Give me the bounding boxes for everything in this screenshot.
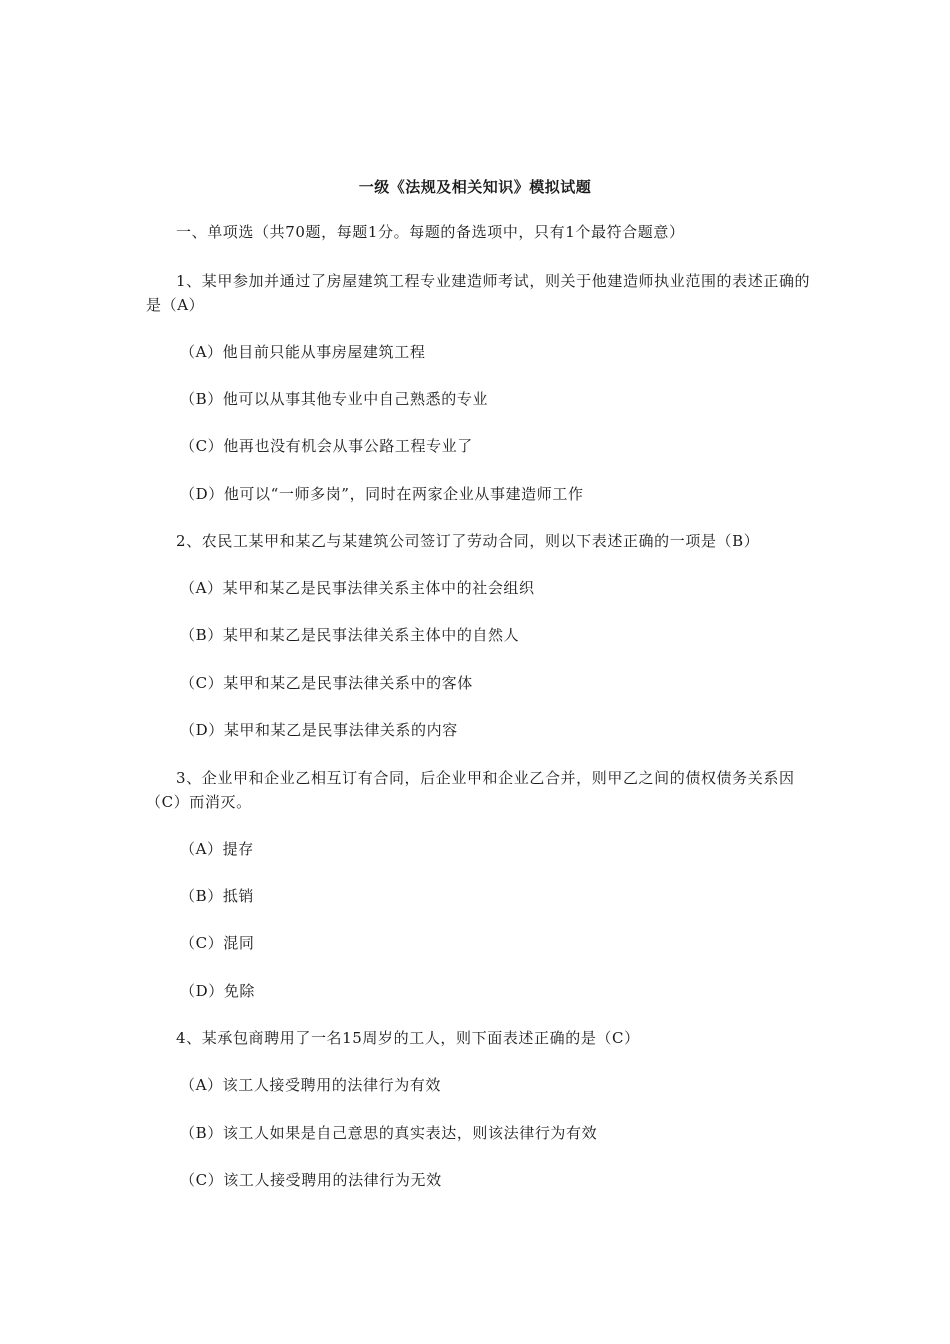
document-title: 一级《法规及相关知识》模拟试题 — [358, 178, 592, 196]
question-3-option-c: （C）混同 — [180, 934, 255, 952]
question-3-option-a: （A）提存 — [180, 840, 254, 858]
question-1-option-c: （C）他再也没有机会从事公路工程专业了 — [180, 437, 473, 455]
question-1-option-b: （B）他可以从事其他专业中自己熟悉的专业 — [180, 390, 489, 408]
question-1-text: 1、某甲参加并通过了房屋建筑工程专业建造师考试，则关于他建造师执业范围的表述正确的是（A） — [146, 272, 811, 314]
question-2-option-c: （C）某甲和某乙是民事法律关系中的客体 — [180, 674, 473, 692]
question-3-text: 3、企业甲和企业乙相互订有合同，后企业甲和企业乙合并，则甲乙之间的债权债务关系因（C）而消灭。 — [146, 769, 795, 811]
question-4-option-a: （A）该工人接受聘用的法律行为有效 — [180, 1076, 442, 1094]
question-2-option-d: （D）某甲和某乙是民事法律关系的内容 — [180, 721, 458, 739]
question-2-text: 2、农民工某甲和某乙与某建筑公司签订了劳动合同，则以下表述正确的一项是（B） — [176, 532, 760, 550]
question-4-option-c: （C）该工人接受聘用的法律行为无效 — [180, 1171, 442, 1189]
section-heading: 一、单项选（共70题，每题1分。每题的备选项中，只有1个最符合题意） — [176, 223, 685, 241]
question-2-option-a: （A）某甲和某乙是民事法律关系主体中的社会组织 — [180, 579, 535, 597]
question-4-text: 4、某承包商聘用了一名15周岁的工人，则下面表述正确的是（C） — [176, 1029, 640, 1047]
question-3-option-b: （B）抵销 — [180, 887, 255, 905]
question-1-option-a: （A）他目前只能从事房屋建筑工程 — [180, 343, 426, 361]
question-3-option-d: （D）免除 — [180, 982, 256, 1000]
question-4-option-b: （B）该工人如果是自己意思的真实表达，则该法律行为有效 — [180, 1124, 598, 1142]
question-2-option-b: （B）某甲和某乙是民事法律关系主体中的自然人 — [180, 626, 520, 644]
question-1-option-d: （D）他可以“一师多岗”，同时在两家企业从事建造师工作 — [180, 485, 584, 503]
